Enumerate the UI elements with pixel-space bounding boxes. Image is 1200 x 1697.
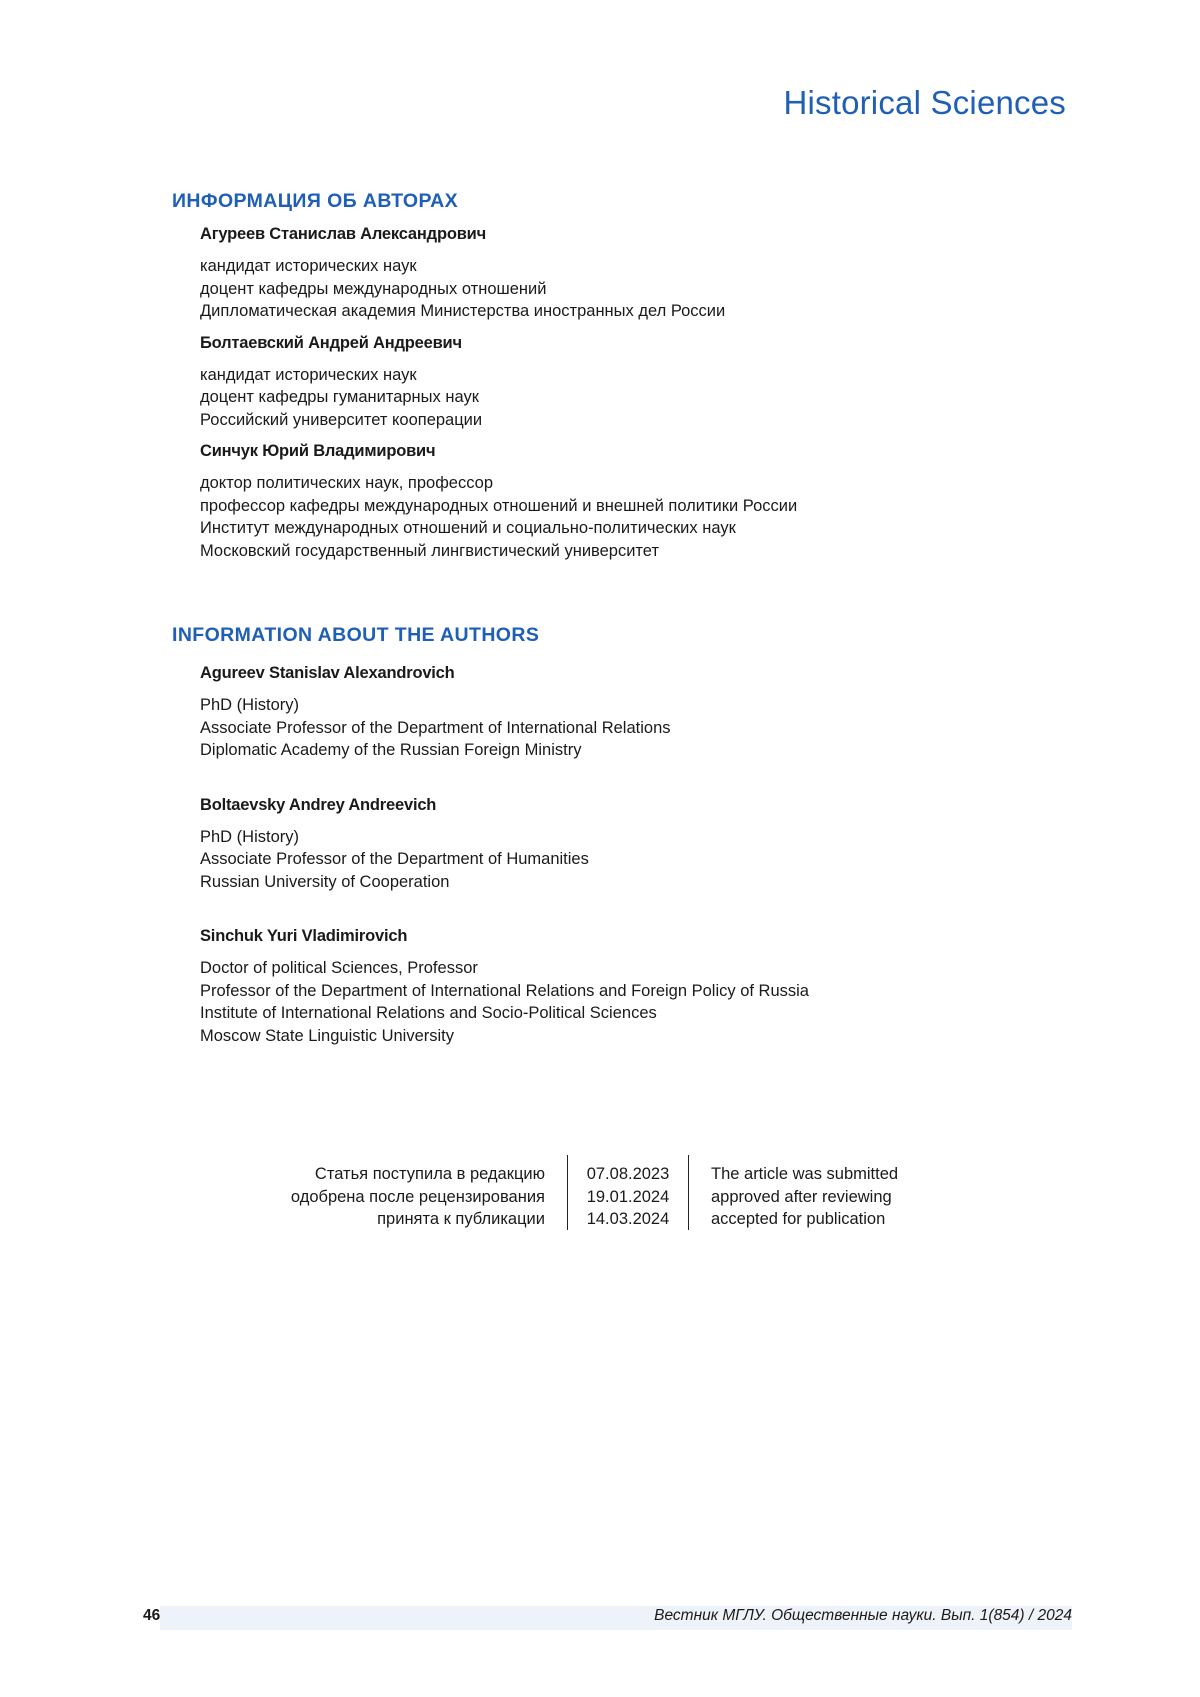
- author-line: кандидат исторических наук: [200, 364, 1072, 387]
- author-entry: [200, 927, 1072, 1047]
- date-value: 14.03.2024: [568, 1208, 688, 1231]
- author-line: Московский государственный лингвистический университет: [200, 540, 1072, 563]
- author-entry: [200, 225, 1072, 323]
- journal-title: Вестник МГЛУ. Общественные науки. Вып. 1(854) / 2024: [654, 1607, 1072, 1625]
- date-value: 07.08.2023: [568, 1163, 688, 1186]
- author-line: Professor of the Department of International Relations and Foreign Policy of Russia: [200, 980, 1072, 1003]
- author-name: Агуреев Станислав Александрович: [200, 225, 1072, 244]
- author-name: Boltaevsky Andrey Andreevich: [200, 796, 1072, 815]
- author-line: профессор кафедры международных отношений и внешней политики России: [200, 495, 1072, 518]
- author-line: Diplomatic Academy of the Russian Foreign Ministry: [200, 739, 1072, 762]
- author-line: Institute of International Relations and Socio-Political Sciences: [200, 1002, 1072, 1025]
- date-label: принята к публикации: [291, 1208, 545, 1231]
- author-entry: [200, 334, 1072, 432]
- author-line: Doctor of political Sciences, Professor: [200, 957, 1072, 980]
- section-heading-ru: ИНФОРМАЦИЯ ОБ АВТОРАХ: [172, 190, 1072, 213]
- author-line: Российский университет кооперации: [200, 409, 1072, 432]
- date-label: Статья поступила в редакцию: [291, 1163, 545, 1186]
- dates-labels-en: [711, 1163, 898, 1231]
- author-entry: [200, 796, 1072, 894]
- date-label: одобрена после рецензирования: [291, 1186, 545, 1209]
- dates-values: [567, 1155, 689, 1230]
- section-heading-en: INFORMATION ABOUT THE AUTHORS: [172, 624, 1072, 647]
- author-entry: [200, 664, 1072, 762]
- running-head: Historical Sciences: [783, 84, 1066, 122]
- author-name: Sinchuk Yuri Vladimirovich: [200, 927, 1072, 946]
- author-line: Associate Professor of the Department of International Relations: [200, 717, 1072, 740]
- publication-dates: [0, 1155, 1200, 1230]
- date-value: 19.01.2024: [568, 1186, 688, 1209]
- author-entry: [200, 442, 1072, 562]
- author-line: PhD (History): [200, 694, 1072, 717]
- author-line: Russian University of Cooperation: [200, 871, 1072, 894]
- author-name: Болтаевский Андрей Андреевич: [200, 334, 1072, 353]
- authors-info-ru: [172, 190, 1072, 573]
- author-line: доцент кафедры гуманитарных наук: [200, 386, 1072, 409]
- author-line: Институт международных отношений и социально-политических наук: [200, 517, 1072, 540]
- author-line: Associate Professor of the Department of Humanities: [200, 848, 1072, 871]
- author-line: PhD (History): [200, 826, 1072, 849]
- author-line: доктор политических наук, профессор: [200, 472, 1072, 495]
- author-line: доцент кафедры международных отношений: [200, 278, 1072, 301]
- author-line: Moscow State Linguistic University: [200, 1025, 1072, 1048]
- author-line: Дипломатическая академия Министерства иностранных дел России: [200, 300, 1072, 323]
- page-number: 46: [143, 1607, 160, 1625]
- author-line: кандидат исторических наук: [200, 255, 1072, 278]
- date-label: The article was submitted: [711, 1163, 898, 1186]
- dates-labels-ru: [291, 1163, 545, 1231]
- author-name: Agureev Stanislav Alexandrovich: [200, 664, 1072, 683]
- date-label: accepted for publication: [711, 1208, 898, 1231]
- date-label: approved after reviewing: [711, 1186, 898, 1209]
- authors-info-en: [172, 624, 1072, 1081]
- author-name: Синчук Юрий Владимирович: [200, 442, 1072, 461]
